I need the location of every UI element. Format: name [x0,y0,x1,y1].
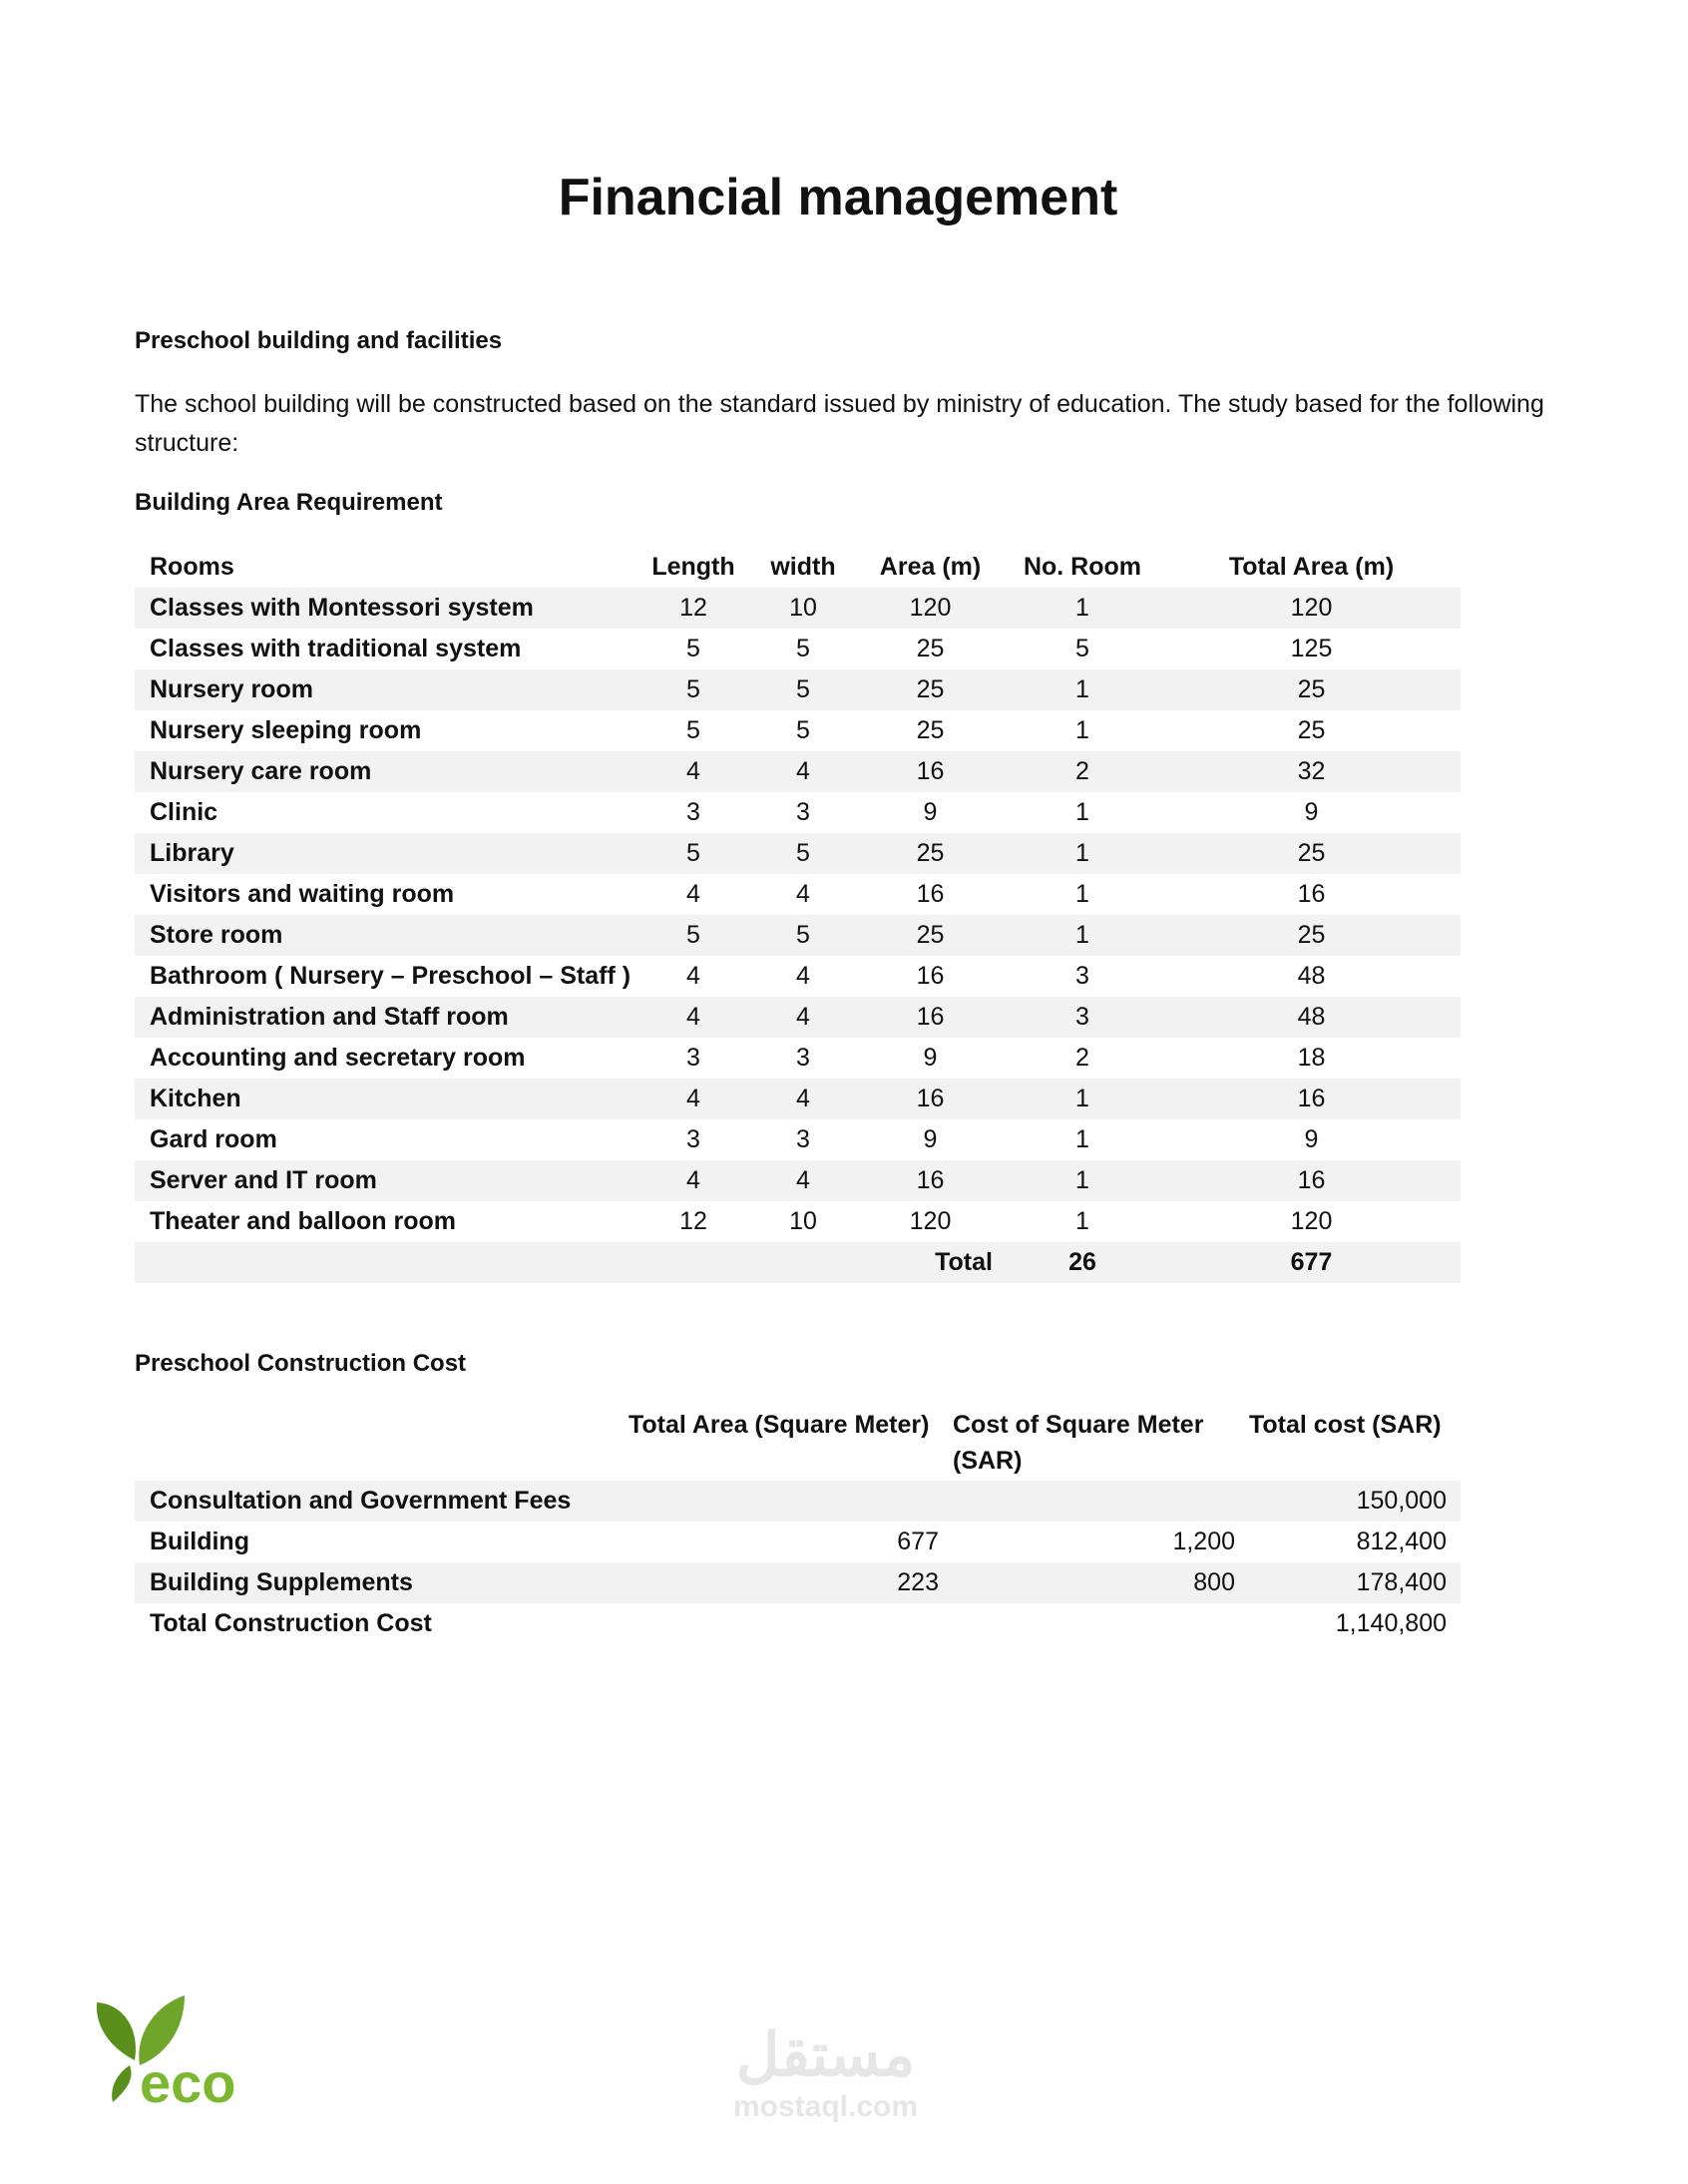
section-heading: Preschool building and facilities [135,327,503,354]
cell-value: 4 [686,880,700,908]
total-rooms: 26 [1068,1248,1096,1276]
cell-value: 1,200 [1172,1528,1235,1555]
cell-value: 120 [1290,1207,1333,1235]
cell-value: 4 [796,1085,810,1112]
cell-value: 18 [1297,1044,1326,1072]
room-name: Nursery sleeping room [150,716,422,744]
cell-value: 5 [686,921,700,949]
watermark-arabic: مستقل [735,2021,916,2088]
cell-value: 3 [1075,962,1089,990]
cell-value: 3 [686,1125,700,1153]
table-row [135,1160,1461,1201]
cost-item: Consultation and Government Fees [150,1487,572,1515]
table-row [135,1522,1461,1562]
cell-value: 5 [1075,635,1089,662]
cell-value: 25 [916,675,945,703]
room-name: Nursery care room [150,757,372,785]
cell-value: 1 [1075,675,1089,703]
cell-value: 120 [1290,594,1333,622]
column-header: Total Area (m) [1228,553,1395,581]
cell-value: 25 [1297,839,1326,867]
cell-value: 5 [686,716,700,744]
column-header: No. Room [1023,553,1142,581]
total-row [135,1242,1461,1283]
cell-value: 4 [796,1003,810,1031]
column-header: width [770,553,836,581]
cell-value: 9 [923,1044,938,1072]
cell-value: 5 [686,839,700,867]
cell-value: 9 [1304,1125,1319,1153]
cell-value: 2 [1075,757,1089,785]
room-name: Bathroom ( Nursery – Preschool – Staff ) [150,962,632,990]
cost-item: Building [150,1528,249,1555]
cell-value: 800 [1193,1568,1235,1596]
table-row [135,997,1461,1038]
table-row [135,629,1461,669]
cell-value: 4 [796,1166,810,1194]
cell-value: 1 [1075,594,1089,622]
cell-value: 1 [1075,1085,1089,1112]
cell-value: 4 [796,880,810,908]
intro-paragraph: The school building will be constructed based on the standard issued by ministry of education. The study based for the following structure: [135,390,1544,457]
cell-value: 16 [1297,1085,1326,1112]
cell-value: 4 [796,757,810,785]
room-name: Library [150,839,234,867]
cell-value [953,1481,1249,1522]
table-row [135,1038,1461,1079]
cell-value: 4 [686,1166,700,1194]
cell-value: 1 [1075,1125,1089,1153]
cell-value: 16 [1297,1166,1326,1194]
cell-value: 25 [1297,716,1326,744]
cell-value: 10 [789,594,817,622]
table-row [135,710,1461,751]
cell-value: 3 [796,798,810,826]
cell-value: 5 [796,635,810,662]
cost-table-heading: Preschool Construction Cost [135,1350,467,1377]
cell-value: 812,400 [1356,1528,1447,1555]
cell-value: 4 [686,1003,700,1031]
room-name: Clinic [150,798,218,826]
cell-value: 25 [916,839,945,867]
room-name: Visitors and waiting room [150,880,455,908]
watermark-latin: mostaql.com [733,2090,919,2123]
cell-value: 3 [1075,1003,1089,1031]
page-title: Financial management [558,169,1118,226]
cell-value: 5 [796,921,810,949]
cell-value: 25 [916,921,945,949]
table-row [135,1201,1461,1242]
table-row [135,588,1461,629]
column-header: Total cost (SAR) [1249,1411,1442,1439]
room-name: Accounting and secretary room [150,1044,526,1072]
cell-value: 4 [686,757,700,785]
column-header: Area (m) [879,553,982,581]
svg-text:eco: eco [140,2051,236,2114]
cell-value: 1 [1075,839,1089,867]
cell-value: 9 [923,1125,938,1153]
cell-value: 32 [1297,757,1326,785]
cell-value: 9 [923,798,938,826]
room-name: Store room [150,921,283,949]
cell-value: 3 [796,1044,810,1072]
cell-value: 4 [686,1085,700,1112]
area-table-heading: Building Area Requirement [135,489,443,516]
cell-value: 25 [916,635,945,662]
table-row [135,751,1461,792]
total-label: Total [935,1248,993,1276]
cell-value [629,1603,953,1644]
cell-value: 2 [1075,1044,1089,1072]
room-name: Kitchen [150,1085,241,1112]
column-header: Total Area (Square Meter) [629,1411,930,1439]
cell-value: 48 [1297,962,1326,990]
cell-value: 1 [1075,798,1089,826]
cell-value: 1 [1075,716,1089,744]
cell-value: 16 [916,1003,945,1031]
column-header: Rooms [150,553,234,581]
cell-value: 1 [1075,1207,1089,1235]
cell-value: 3 [796,1125,810,1153]
room-name: Nursery room [150,675,313,703]
cell-value: 10 [789,1207,817,1235]
cell-value: 1,140,800 [1335,1609,1447,1637]
table-row [135,874,1461,915]
table-row [135,1603,1461,1644]
cell-value: 1 [1075,1166,1089,1194]
cell-value: 5 [686,635,700,662]
cell-value: 4 [686,962,700,990]
room-name: Classes with traditional system [150,635,522,662]
cell-value: 16 [916,1166,945,1194]
cell-value: 16 [916,1085,945,1112]
cell-value [953,1603,1249,1644]
cell-value: 25 [916,716,945,744]
table-row [135,915,1461,956]
column-header: Length [651,553,735,581]
room-name: Theater and balloon room [150,1207,456,1235]
room-name: Administration and Staff room [150,1003,509,1031]
cell-value: 120 [909,1207,952,1235]
table-row [135,1079,1461,1119]
cell-value: 677 [897,1528,939,1555]
table-row [135,956,1461,997]
cell-value: 25 [1297,921,1326,949]
cell-value: 16 [1297,880,1326,908]
eco-logo [85,1990,254,2125]
cell-value: 150,000 [1356,1487,1447,1515]
table-row [135,1562,1461,1603]
column-header: Cost of Square Meter (SAR) [953,1411,1204,1475]
table-row [135,792,1461,833]
table-row [135,669,1461,710]
cell-value: 16 [916,757,945,785]
table-row [135,833,1461,874]
construction-cost-table [135,1407,1461,1644]
cell-value: 1 [1075,880,1089,908]
cell-value [629,1481,953,1522]
cell-value: 120 [909,594,952,622]
total-area: 677 [1290,1248,1333,1276]
cell-value: 5 [796,675,810,703]
cell-value: 48 [1297,1003,1326,1031]
cell-value: 16 [916,962,945,990]
cell-value: 5 [686,675,700,703]
cell-value: 5 [796,716,810,744]
cell-value: 3 [686,1044,700,1072]
table-row [135,1119,1461,1160]
room-name: Server and IT room [150,1166,377,1194]
cell-value: 25 [1297,675,1326,703]
cell-value: 125 [1290,635,1333,662]
cell-value: 12 [679,1207,707,1235]
table-row [135,1481,1461,1522]
mostaql-watermark [733,2020,918,2124]
room-name: Gard room [150,1125,277,1153]
cell-value: 4 [796,962,810,990]
cell-value: 223 [897,1568,939,1596]
cell-value: 5 [796,839,810,867]
cost-item: Total Construction Cost [150,1609,432,1637]
cell-value: 178,400 [1356,1568,1447,1596]
cell-value: 12 [679,594,707,622]
column-header [135,1407,629,1481]
cell-value: 3 [686,798,700,826]
cell-value: 9 [1304,798,1319,826]
building-area-table [135,547,1461,1283]
room-name: Classes with Montessori system [150,594,534,622]
cell-value: 1 [1075,921,1089,949]
cost-item: Building Supplements [150,1568,413,1596]
cell-value: 16 [916,880,945,908]
